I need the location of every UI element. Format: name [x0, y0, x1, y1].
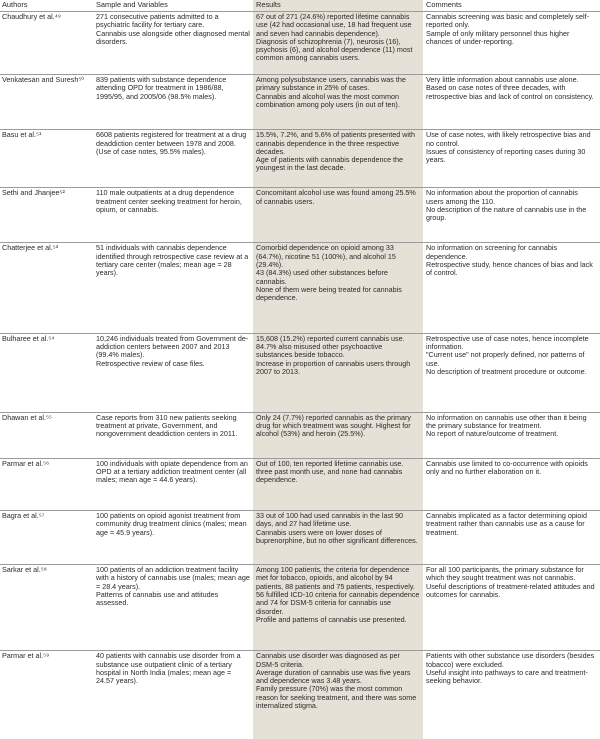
sample-cell: 271 consecutive patients admitted to a psychiatric facility for tertiary care. Cannabis use alongside other diagnosed mental disorders. — [96, 12, 250, 46]
header-row — [0, 0, 600, 12]
comments-cell: No information on screening for cannabis dependence. Retrospective study, hence chances of bias and lack of control. — [426, 243, 593, 278]
sample-cell: 40 patients with cannabis use disorder from a substance use outpatient clinic of a tertiary hospital in North India (males; mean age = 24.57 years). — [96, 651, 241, 686]
table-row — [0, 188, 600, 243]
sample-cell: Case reports from 310 new patients seeking treatment at private, Government, and nongovernment deaddiction centers in 2011. — [96, 412, 238, 439]
sample-cell: 100 individuals with opiate dependence from an OPD at a tertiary addiction treatment center (all males; mean age = 44.6 years). — [96, 458, 248, 485]
results-cell: Comorbid dependence on opioid among 33 (64.7%), nicotine 51 (100%), and alcohol 15 (29.4%). 43 (84.3%) used other substances before cannabis. None of them were being treated for cannabis dependence. — [253, 243, 423, 333]
comments-cell: Patients with other substance use disorders (besides tobacco) were excluded. Useful insight into pathways to care and treatment-seeking behavior. — [426, 651, 595, 686]
sample-cell: 51 individuals with cannabis dependence identified through retrospective case review at a tertiary care center (males; mean age = 28 years). — [96, 243, 249, 278]
comments-cell: No information on cannabis use other than it being the primary substance for treatment. No report of nature/outcome of treatment. — [426, 412, 587, 439]
results-cell: Among 100 patients, the criteria for dependence met for tobacco, opioids, and alcohol by 94 patients, 88 patients and 75 patients, respectively. 56 fulfilled ICD-10 criteria for cannabis dependence and 74 for DSM-5 criteria for cannabis use disorder. Profile and patterns of cannabis use presented. — [253, 565, 423, 651]
author-cell: Sarkar et al.⁵⁸ — [2, 565, 47, 575]
comments-cell: Cannabis screening was basic and completely self-reported only. Sample of only military personnel thus higher chances of under-reporting. — [426, 12, 589, 46]
results-cell: 33 out of 100 had used cannabis in the last 90 days, and 27 had lifetime use. Cannabis users were on lower doses of buprenorphine, but no other significant differences. — [253, 510, 423, 564]
header-authors: Authors — [2, 0, 28, 9]
table-row — [0, 565, 600, 651]
header-comments: Comments — [426, 0, 462, 9]
results-cell: Cannabis use disorder was diagnosed as per DSM-5 criteria. Average duration of cannabis use was five years and dependence was 3.48 years. Family pressure (70%) was the most common reason for seeking treatment, and there was some internalized stigma. — [253, 651, 423, 739]
table-row — [0, 75, 600, 130]
table-row — [0, 243, 600, 333]
comments-cell: Use of case notes, with likely retrospective bias and no control. Issues of consistency of reporting cases during 30 years. — [426, 130, 591, 165]
table-row — [0, 130, 600, 188]
table-row — [0, 12, 600, 75]
comments-cell: No information about the proportion of cannabis users among the 110. No description of the nature of cannabis use in the group. — [426, 188, 587, 223]
author-cell: Bulharee et al.⁵⁴ — [2, 333, 55, 343]
results-cell: Only 24 (7.7%) reported cannabis as the primary drug for which treatment was sought. Highest for alcohol (53%) and heroin (25.5%). — [253, 412, 423, 458]
table-row — [0, 412, 600, 458]
table-row — [0, 458, 600, 510]
comments-cell: Retrospective use of case notes, hence incomplete information. "Current use" not properly defined, nor patterns of use. No description of treatment procedure or outcome. — [426, 333, 589, 376]
author-cell: Bagra et al.⁵⁷ — [2, 510, 45, 520]
sample-cell: 6608 patients registered for treatment at a drug deaddiction center between 1978 and 2008. (Use of case notes, 95.5% males). — [96, 130, 247, 156]
author-cell: Venkatesan and Suresh⁵⁰ — [2, 75, 85, 85]
results-cell: 67 out of 271 (24.6%) reported lifetime cannabis use (42 had occasional use, 18 had frequent use and seven had cannabis dependence). Diagnosis of schizophrenia (7), neurosis (16), psychosis (6), and alcohol dependence (11) most common among cannabis users. — [253, 12, 423, 75]
sample-cell: 10,246 individuals treated from Government de-addiction centers between 2007 and 2013 (99.4% males). Retrospective review of case files. — [96, 333, 249, 368]
results-cell: 15.5%, 7.2%, and 5.6% of patients presented with cannabis dependence in the three respective decades. Age of patients with cannabis dependence the youngest in the last decade. — [253, 130, 423, 188]
header-results: Results — [253, 0, 423, 12]
table-body — [0, 12, 600, 739]
header-sample: Sample and Variables — [96, 0, 168, 9]
author-cell: Chaudhury et al.⁴⁹ — [2, 12, 61, 21]
results-cell: Concomitant alcohol use was found among 25.5% of cannabis users. — [253, 188, 423, 243]
author-cell: Chatterjee et al.⁵³ — [2, 243, 59, 253]
comments-cell: Very little information about cannabis use alone. Based on case notes of three decades, with retrospective bias and lack of control on consistency. — [426, 75, 594, 101]
results-cell: Among polysubstance users, cannabis was the primary substance in 25% of cases. Cannabis and alcohol was the most common combination among poly users (in out of ten). — [253, 75, 423, 130]
author-cell: Parmar et al.⁵⁶ — [2, 458, 50, 468]
sample-cell: 110 male outpatients at a drug dependence treatment center seeking treatment for heroin, opium, or cannabis. — [96, 188, 242, 214]
table-row — [0, 333, 600, 412]
sample-cell: 100 patients of an addiction treatment facility with a history of cannabis use (males; mean age = 28.4 years). Patterns of cannabis use and attitudes assessed. — [96, 565, 250, 608]
author-cell: Sethi and Jhanjee⁵² — [2, 188, 65, 198]
author-cell: Parmar et al.⁵⁹ — [2, 651, 50, 661]
sample-cell: 839 patients with substance dependence attending OPD for treatment in 1986/88, 1995/95, and 2005/06 (98.5% males). — [96, 75, 227, 101]
table-row — [0, 651, 600, 739]
comments-cell: For all 100 participants, the primary substance for which they sought treatment was not cannabis. Useful descriptions of treatment-related attitudes and outcomes for cannabis. — [426, 565, 595, 599]
table-header — [0, 0, 600, 12]
table-row — [0, 510, 600, 564]
sample-cell: 100 patients on opioid agonist treatment from community drug treatment clinics (males; mean age = 45.9 years). — [96, 510, 247, 537]
comments-cell: Cannabis implicated as a factor determining opioid treatment rather than cannabis use as a cause for treatment. — [426, 510, 588, 537]
author-cell: Basu et al.⁵¹ — [2, 130, 42, 140]
comments-cell: Cannabis use limited to co-occurrence with opioids only and no further elaboration on it. — [426, 458, 588, 477]
results-cell: Out of 100, ten reported lifetime cannabis use. three past month use, and none had cannabis dependence. — [253, 458, 423, 510]
results-cell: 15,608 (15.2%) reported current cannabis use. 84.7% also misused other psychoactive substances beside tobacco. Increase in proportion of cannabis users through 2007 to 2013. — [253, 333, 423, 412]
author-cell: Dhawan et al.⁵⁵ — [2, 412, 52, 422]
